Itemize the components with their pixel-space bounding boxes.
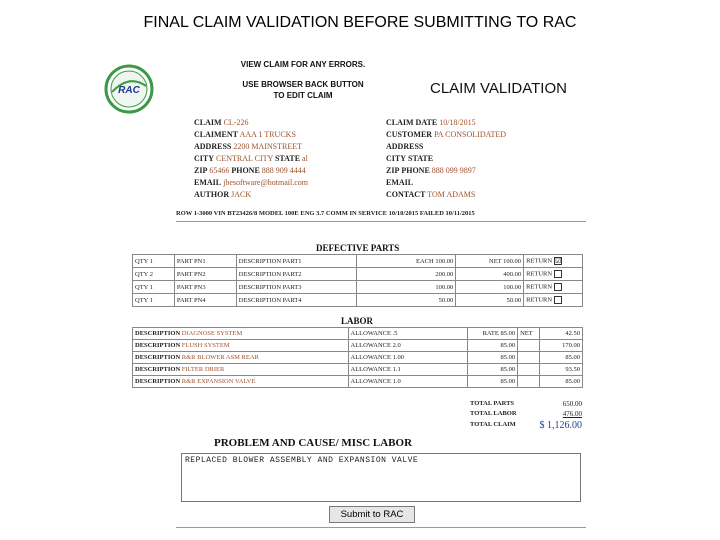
customer-email: EMAIL [386,178,414,187]
logo-text: RAC [118,85,140,96]
claim-author: AUTHOR JACK [194,190,252,199]
instruction-line-3: TO EDIT CLAIM [273,91,333,100]
rac-logo [104,64,154,114]
table-row: DESCRIPTION DIAGNOSE SYSTEM ALLOWANCE .5 RATE 85.00 NET 42.50 [133,328,583,340]
divider [176,221,586,222]
table-row: DESCRIPTION FLUSH SYSTEM ALLOWANCE 2.0 85.00 170.00 [133,340,583,352]
table-row: DESCRIPTION R&R BLOWER ASM REAR ALLOWANCE 1.00 85.00 85.00 [133,352,583,364]
claim-number: CLAIM CL-226 [194,118,249,127]
claimant-city-state: CITY CENTRAL CITY STATE al [194,154,308,163]
claimant-address: ADDRESS 2200 MAINSTREET [194,142,303,151]
total-labor-value: 476.00 [562,410,582,418]
return-checkbox[interactable] [554,296,562,304]
table-row: QTY 1 PART PN3 DESCRIPTION PART3 100.00 100.00 RETURN [133,281,583,294]
table-row: QTY 2 PART PN2 DESCRIPTION PART2 200.00 400.00 RETURN [133,268,583,281]
customer-address: ADDRESS [386,142,424,151]
total-claim-value: $ 1,126.00 [539,420,582,431]
table-row: DESCRIPTION FILTER DRIER ALLOWANCE 1.1 85.00 93.50 [133,364,583,376]
divider [176,527,586,528]
claim-date: CLAIM DATE 10/18/2015 [386,118,476,127]
labor-title: LABOR [341,316,374,326]
table-row: QTY 1 PART PN4 DESCRIPTION PART4 50.00 50.00 RETURN [133,294,583,307]
labor-table [132,327,583,388]
total-claim-label: TOTAL CLAIM [470,421,516,428]
customer-zip-phone: ZIP PHONE 888 099 9897 [386,166,476,175]
defective-parts-title: DEFECTIVE PARTS [316,243,400,253]
return-checkbox[interactable]: ☑ [555,257,562,265]
instruction-line-1: VIEW CLAIM FOR ANY ERRORS. [240,60,366,69]
customer-city-state: CITY STATE [386,154,434,163]
vehicle-info-line: ROW 1-3000 VIN BT23426/8 MODEL 100E ENG 3.7 COMM IN SERVICE 10/10/2015 FAILED 10/11/2015 [176,210,475,217]
problem-cause-textarea[interactable]: REPLACED BLOWER ASSEMBLY AND EXPANSION VALVE [181,453,581,502]
total-labor-label: TOTAL LABOR [470,410,517,417]
total-parts-label: TOTAL PARTS [470,400,515,407]
return-checkbox[interactable] [554,283,562,291]
table-row: DESCRIPTION R&R EXPANSION VALVE ALLOWANCE 1.0 85.00 85.00 [133,376,583,388]
instruction-line-2: USE BROWSER BACK BUTTON [242,80,364,89]
table-row: QTY 1 PART PN1 DESCRIPTION PART1 EACH 100.00 NET 100.00 RETURN ☑ [133,255,583,268]
total-parts-value: 650.00 [562,400,582,408]
claimant-zip-phone: ZIP 65466 PHONE 888 909 4444 [194,166,306,175]
defective-parts-table [132,254,583,307]
slide-title: FINAL CLAIM VALIDATION BEFORE SUBMITTING TO RAC [143,14,577,31]
problem-cause-title: PROBLEM AND CAUSE/ MISC LABOR [214,437,413,449]
customer: CUSTOMER PA CONSOLIDATED [386,130,507,139]
return-checkbox[interactable] [554,270,562,278]
claimant: CLAIMENT AAA 1 TRUCKS [194,130,296,139]
claim-validation-heading: CLAIM VALIDATION [430,80,567,97]
customer-contact: CONTACT TOM ADAMS [386,190,476,199]
claimant-email: EMAIL jbesoftware@hotmail.com [194,178,309,187]
submit-to-rac-button[interactable]: Submit to RAC [329,506,415,523]
